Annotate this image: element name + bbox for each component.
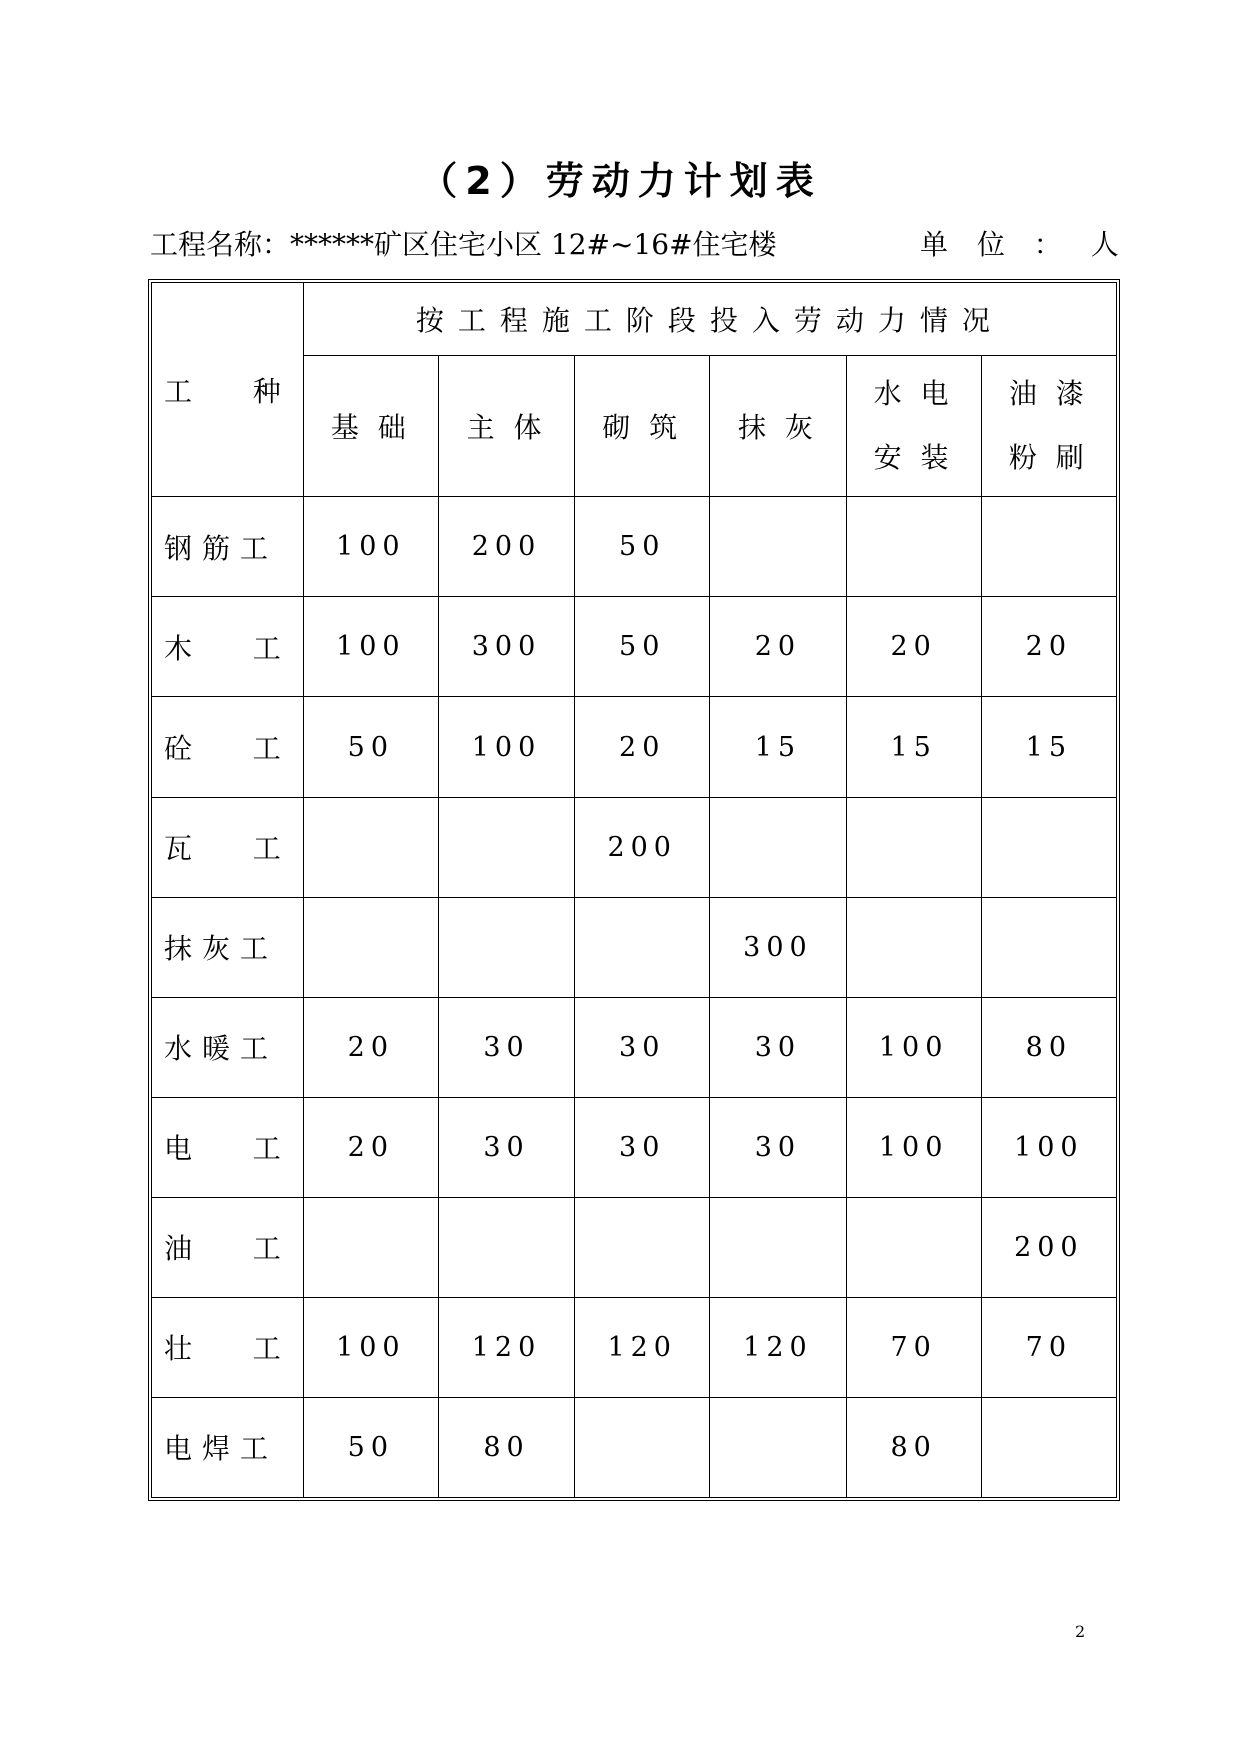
value-cell <box>710 1397 846 1497</box>
value-cell <box>846 797 981 897</box>
value-cell <box>846 897 981 997</box>
value-cell: 70 <box>981 1297 1116 1397</box>
value-cell <box>981 797 1116 897</box>
value-cell: 30 <box>438 997 574 1097</box>
project-label: 工程名称： <box>150 228 291 261</box>
project-name <box>150 225 777 265</box>
page-number: 2 <box>1075 1622 1086 1641</box>
trade-cell: 抹灰工 <box>152 897 304 997</box>
table-row <box>152 1197 1117 1297</box>
trade-cell: 钢筋工 <box>152 497 304 597</box>
value-cell: 30 <box>710 997 846 1097</box>
value-cell: 30 <box>710 1097 846 1197</box>
value-cell <box>981 897 1116 997</box>
trade-header <box>152 283 304 497</box>
value-cell: 15 <box>846 697 981 797</box>
value-cell: 15 <box>981 697 1116 797</box>
value-cell: 30 <box>575 1097 710 1197</box>
value-cell <box>303 1197 438 1297</box>
value-cell: 80 <box>438 1397 574 1497</box>
trade-cell: 瓦 工 <box>152 797 304 897</box>
stage-header-line1: 油 漆 <box>1008 376 1089 410</box>
value-cell: 100 <box>303 597 438 697</box>
value-cell: 20 <box>710 597 846 697</box>
value-cell <box>981 497 1116 597</box>
page-title: （2）劳动力计划表 <box>419 159 822 203</box>
value-cell <box>710 1197 846 1297</box>
value-cell <box>303 797 438 897</box>
table-row <box>152 697 1117 797</box>
trade-cell: 壮 工 <box>152 1297 304 1397</box>
value-cell: 100 <box>303 497 438 597</box>
value-cell: 80 <box>846 1397 981 1497</box>
unit-label: 单 位 ： 人 <box>920 228 1129 261</box>
stage-header-line1: 水 电 <box>873 376 954 410</box>
value-cell <box>846 1197 981 1297</box>
value-cell <box>710 497 846 597</box>
value-cell: 200 <box>981 1197 1116 1297</box>
stage-header: 砌 筑 <box>575 355 710 497</box>
value-cell: 100 <box>846 997 981 1097</box>
trade-cell: 木 工 <box>152 597 304 697</box>
value-cell: 120 <box>710 1297 846 1397</box>
table-row <box>152 1297 1117 1397</box>
value-cell: 100 <box>438 697 574 797</box>
stage-header <box>981 355 1116 497</box>
value-cell: 100 <box>981 1097 1116 1197</box>
value-cell: 50 <box>575 597 710 697</box>
value-cell <box>710 797 846 897</box>
stage-header: 抹 灰 <box>710 355 846 497</box>
stage-header <box>846 355 981 497</box>
trade-cell: 电焊工 <box>152 1397 304 1497</box>
stage-header: 主 体 <box>438 355 574 497</box>
trade-cell: 油 工 <box>152 1197 304 1297</box>
value-cell: 200 <box>438 497 574 597</box>
value-cell <box>575 897 710 997</box>
value-cell: 20 <box>303 997 438 1097</box>
value-cell <box>846 497 981 597</box>
stage-header-line2: 粉 刷 <box>1008 440 1089 474</box>
value-cell: 15 <box>710 697 846 797</box>
trade-cell: 砼 工 <box>152 697 304 797</box>
value-cell: 30 <box>575 997 710 1097</box>
group-header: 按工程施工阶段投入劳动力情况 <box>303 283 1116 356</box>
header-row-1 <box>152 283 1117 356</box>
value-cell: 50 <box>303 1397 438 1497</box>
stage-header: 基 础 <box>303 355 438 497</box>
table-row <box>152 597 1117 697</box>
value-cell: 50 <box>575 497 710 597</box>
table-row <box>152 1097 1117 1197</box>
value-cell: 100 <box>846 1097 981 1197</box>
value-cell <box>303 897 438 997</box>
table-row <box>152 797 1117 897</box>
value-cell: 120 <box>575 1297 710 1397</box>
table-row <box>152 997 1117 1097</box>
value-cell: 300 <box>710 897 846 997</box>
value-cell: 300 <box>438 597 574 697</box>
trade-header-text: 工 种 <box>164 374 281 408</box>
value-cell <box>438 797 574 897</box>
value-cell: 70 <box>846 1297 981 1397</box>
labor-table <box>151 282 1117 1498</box>
value-cell: 80 <box>981 997 1116 1097</box>
value-cell: 20 <box>981 597 1116 697</box>
table-row <box>152 897 1117 997</box>
trade-cell: 水暖工 <box>152 997 304 1097</box>
value-cell: 30 <box>438 1097 574 1197</box>
table-row <box>152 497 1117 597</box>
value-cell: 200 <box>575 797 710 897</box>
value-cell: 100 <box>303 1297 438 1397</box>
value-cell: 50 <box>303 697 438 797</box>
value-cell <box>438 897 574 997</box>
table-row <box>152 1397 1117 1497</box>
project-value: ******矿区住宅小区 12#~16#住宅楼 <box>290 228 777 261</box>
value-cell: 120 <box>438 1297 574 1397</box>
value-cell: 20 <box>846 597 981 697</box>
value-cell <box>438 1197 574 1297</box>
value-cell <box>575 1397 710 1497</box>
stage-header-line2: 安 装 <box>873 440 954 474</box>
value-cell: 20 <box>575 697 710 797</box>
value-cell: 20 <box>303 1097 438 1197</box>
trade-cell: 电 工 <box>152 1097 304 1197</box>
value-cell <box>981 1397 1116 1497</box>
labor-plan-table <box>148 279 1120 1501</box>
value-cell <box>575 1197 710 1297</box>
